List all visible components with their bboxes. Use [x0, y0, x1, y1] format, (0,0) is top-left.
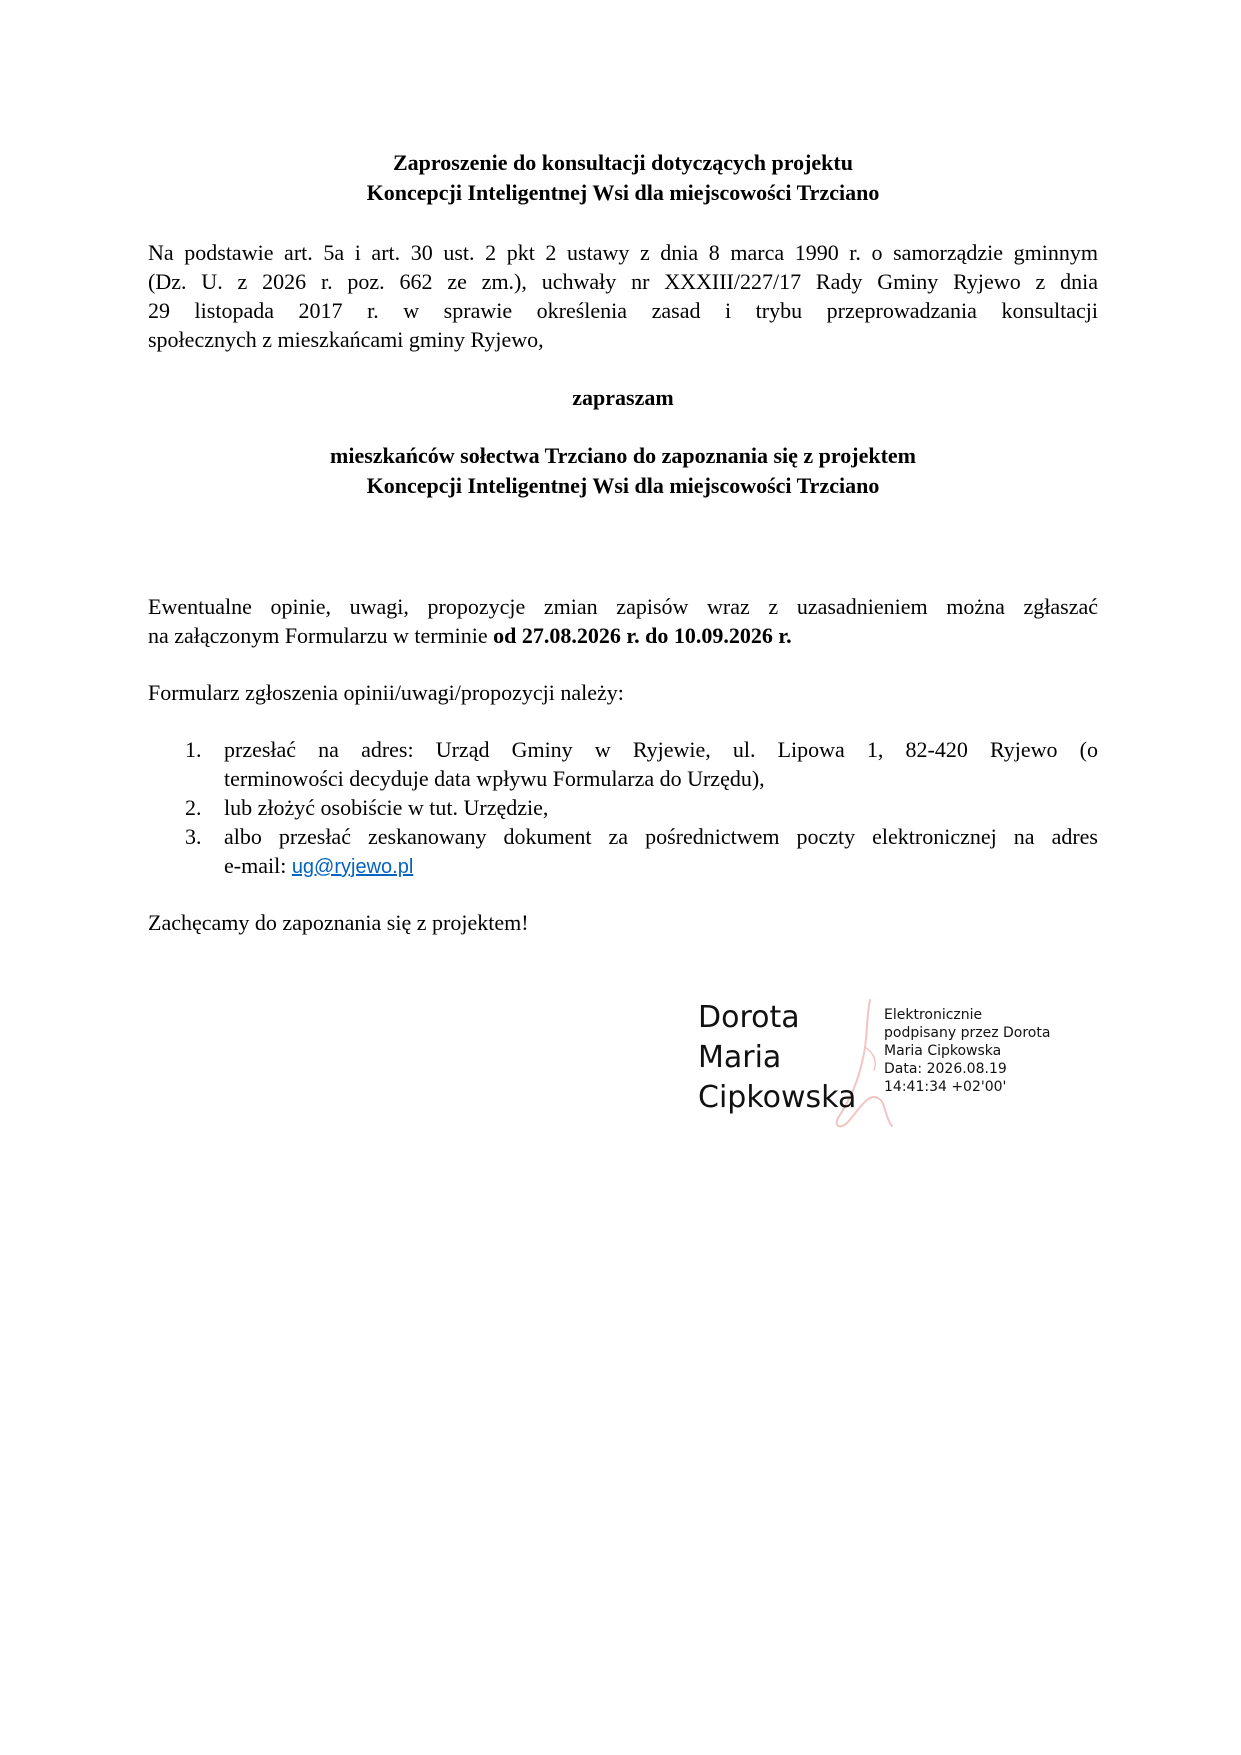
intro-line-4: społecznych z mieszkańcami gminy Ryjewo,	[148, 327, 544, 352]
email-prefix: e-mail:	[224, 853, 287, 878]
audience-line-2: Koncepcji Inteligentnej Wsi dla miejscowości Trzciano	[366, 473, 880, 498]
intro-line-3: 29 listopada 2017 r. w sprawie określenia zasad i trybu przeprowadzania konsultacji	[148, 298, 1098, 323]
list-item	[148, 735, 1098, 793]
invite-heading: zapraszam	[572, 385, 674, 410]
signer-name-line-3: Cipkowska	[698, 1080, 857, 1115]
signature-time: 14:41:34 +02'00'	[884, 1079, 1007, 1095]
list-item-line: przesłać na adres: Urząd Gminy w Ryjewie, ul. Lipowa 1, 82-420 Ryjewo (o	[224, 737, 1098, 762]
list-item-number: 2.	[185, 795, 202, 820]
opinions-line-2	[148, 621, 1098, 650]
document-title	[148, 148, 1098, 208]
intro-line-1: Na podstawie art. 5a i art. 30 ust. 2 pkt 2 ustawy z dnia 8 marca 1990 r. o samorządzie gminnym	[148, 240, 1098, 265]
list-item-number: 1.	[185, 737, 202, 762]
title-line-2: Koncepcji Inteligentnej Wsi dla miejscowości Trzciano	[366, 180, 880, 205]
signature-details	[884, 1006, 1050, 1096]
email-link[interactable]: ug@ryjewo.pl	[291, 856, 414, 878]
opinions-line-2-prefix: na załączonym Formularzu w terminie	[148, 623, 488, 648]
list-item-line: lub złożyć osobiście w tut. Urzędzie,	[224, 795, 549, 820]
opinions-paragraph	[148, 592, 1098, 650]
list-item-line: albo przesłać zeskanowany dokument za pośrednictwem poczty elektronicznej na adres	[224, 824, 1098, 849]
signature-info-line: Elektronicznie	[884, 1007, 983, 1023]
list-item-line: terminowości decyduje data wpływu Formularza do Urzędu),	[224, 766, 765, 791]
intro-paragraph	[148, 238, 1098, 354]
list-item	[148, 793, 1098, 822]
list-item-number: 3.	[185, 824, 202, 849]
signer-name-line-1: Dorota	[698, 1000, 800, 1035]
closing-paragraph: Zachęcamy do zapoznania się z projektem!	[148, 910, 529, 935]
title-line-1: Zaproszenie do konsultacji dotyczących projektu	[393, 150, 853, 175]
form-intro-paragraph: Formularz zgłoszenia opinii/uwagi/propozycji należy:	[148, 680, 624, 705]
audience-line-1: mieszkańców sołectwa Trzciano do zapoznania się z projektem	[330, 443, 916, 468]
consultation-deadline: od 27.08.2026 r. do 10.09.2026 r.	[493, 623, 792, 648]
signer-name-line-2: Maria	[698, 1040, 782, 1075]
audience-heading	[148, 441, 1098, 501]
signature-date: Data: 2026.08.19	[884, 1061, 1007, 1077]
list-item	[148, 822, 1098, 882]
list-item-line	[224, 851, 1098, 882]
intro-line-2: (Dz. U. z 2026 r. poz. 662 ze zm.), uchwały nr XXXIII/227/17 Rady Gminy Ryjewo z dnia	[148, 269, 1098, 294]
electronic-signature	[698, 998, 1098, 1133]
opinions-line-1: Ewentualne opinie, uwagi, propozycje zmian zapisów wraz z uzasadnieniem można zgłaszać	[148, 594, 1098, 619]
signature-info-line: podpisany przez Dorota	[884, 1025, 1051, 1041]
signature-info-line: Maria Cipkowska	[884, 1043, 1002, 1059]
submission-steps-list	[148, 735, 1098, 882]
signer-name	[698, 998, 856, 1118]
